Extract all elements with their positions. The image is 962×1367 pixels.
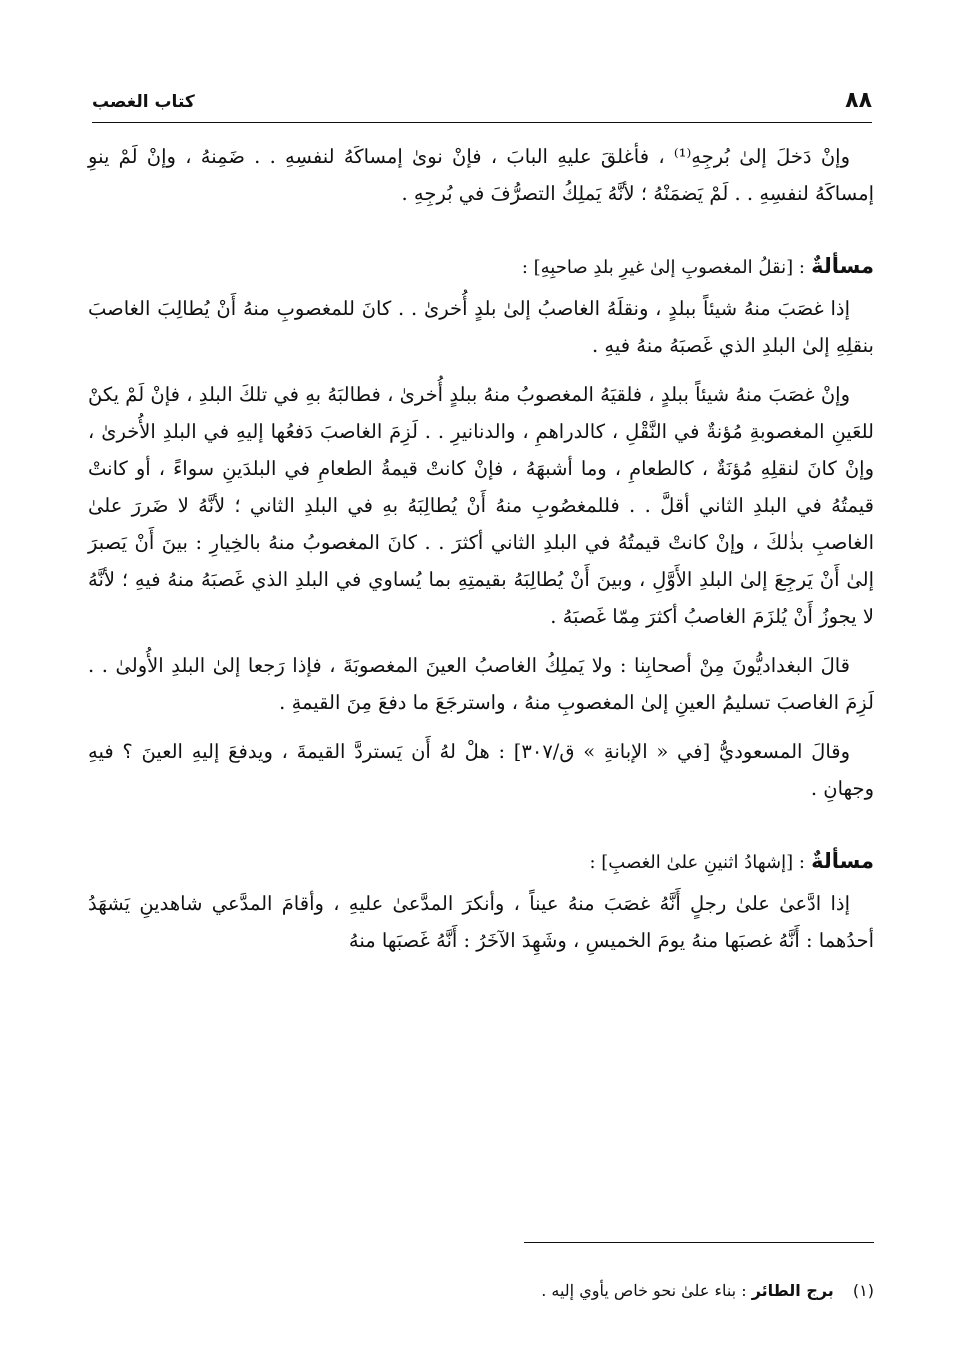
paragraph: إذا غصَبَ منهُ شيئاً ببلدٍ ، ونقلَهُ الغاصبُ إلىٰ بلدٍ أُخرىٰ . . كانَ للمغصوبِ منهُ أَنْ يُطالِبَ الغاصبَ بنقلِهِ إلىٰ البلدِ الذي غَصبَهُ منهُ فيهِ . xyxy=(88,297,874,357)
page-number: ٨٨ xyxy=(845,88,872,113)
paragraph: إذا ادَّعىٰ علىٰ رجلٍ أَنَّهُ غصَبَ منهُ عيناً ، وأنكرَ المدَّعىٰ عليهِ ، وأقامَ المدَّعي شاهدينِ يَشهَدُ أحدُهما : أَنَّهُ غصبَها منهُ يومَ الخميسِ ، وشَهِدَ الآخَرُ : أَنَّهُ غَصبَها منهُ xyxy=(88,892,874,952)
paragraph: وقالَ المسعوديُّ [في « الإبانةِ » ق/٣٠٧] : هلْ لهُ أَن يَستردَّ القيمةَ ، ويدفعَ إليهِ العينَ ؟ فيهِ وجهانِ . xyxy=(88,740,874,800)
issue-title: : [نقلُ المغصوبِ إلىٰ غيرِ بلدِ صاحبِهِ] : xyxy=(521,257,805,278)
issue-heading xyxy=(88,248,874,286)
running-title: كتاب الغصب xyxy=(92,92,195,112)
footnote xyxy=(88,1278,874,1304)
body-text xyxy=(88,138,874,971)
issue-label: مسألةٌ xyxy=(811,254,874,278)
issue-label: مسألةٌ xyxy=(811,849,874,873)
issue-heading xyxy=(88,843,874,881)
page-header xyxy=(92,86,872,123)
footnote-number: (١) xyxy=(852,1281,874,1300)
footnote-divider xyxy=(524,1242,874,1243)
paragraph: وإنْ دَخلَ إلىٰ بُرجِهِ⁽¹⁾ ، فأغلقَ عليهِ البابَ ، فإنْ نوىٰ إمساكَهُ لنفسِهِ . . ضَمِنهُ ، وإنْ لَمْ ينوِ إمساكَهُ لنفسِهِ . . لَمْ يَضمَنْهُ ؛ لأنَّهُ يَملِكُ التصرُّفَ في بُرجِهِ . xyxy=(88,145,874,205)
footnote-term: برج الطائر xyxy=(751,1281,834,1300)
issue-title: : [إشهادُ اثنينِ علىٰ الغصبِ] : xyxy=(589,852,805,873)
footnote-text: : بناء علىٰ نحو خاص يأوي إليه . xyxy=(541,1281,747,1300)
paragraph: قالَ البغداديُّونَ مِنْ أصحابِنا : ولا يَملِكُ الغاصبُ العينَ المغصوبَةَ ، فإذا رَجعا إلىٰ البلدِ الأُولىٰ . . لَزِمَ الغاصبَ تسليمُ العينِ إلىٰ المغصوبِ منهُ ، واسترجَعَ ما دفعَ مِنَ القيمةِ . xyxy=(88,654,874,714)
paragraph: وإنْ غصَبَ منهُ شيئاً ببلدٍ ، فلقيَهُ المغصوبُ منهُ ببلدٍ أُخرىٰ ، فطالبَهُ بهِ في تلكَ البلدِ ، فإنْ لَمْ يكنْ للعَينِ المغصوبةِ مُؤنةٌ في النَّقْلِ ، كالدراهمِ ، والدنانيرِ . . لَزِمَ الغاصبَ دَفعُها إليهِ في البلدِ الأُخرىٰ ، وإنْ كانَ لنقلِهِ مُؤنَةٌ ، كالطعامِ ، وما أشبهَهُ ، فإنْ كانتْ قيمةُ الطعامِ في البلدَينِ سواءً ، أو كانتْ قيمتُهُ في البلدِ الثاني أقلَّ . . فللمغصُوبِ منهُ أَنْ يُطالِبَهُ بهِ في البلدِ الثاني ؛ لأنَّهُ لا ضَررَ علىٰ الغاصبِ بذٰلكَ ، وإنْ كانتْ قيمتُهُ في البلدِ الثاني أكثرَ . . كانَ المغصوبُ منهُ بالخِيارِ : بينَ أَنْ يَصبرَ إلىٰ أَنْ يَرجِعَ إلىٰ البلدِ الأَوَّلِ ، وبينَ أَنْ يُطالِبَهُ بقيمتِهِ بما يُساوي في البلدِ الذي غَصبَهُ منهُ فيهِ ؛ لأنَّهُ لا يجوزُ أَنْ يُلزَمَ الغاصبُ أكثرَ مِمّا غَصبَهُ . xyxy=(88,383,874,628)
